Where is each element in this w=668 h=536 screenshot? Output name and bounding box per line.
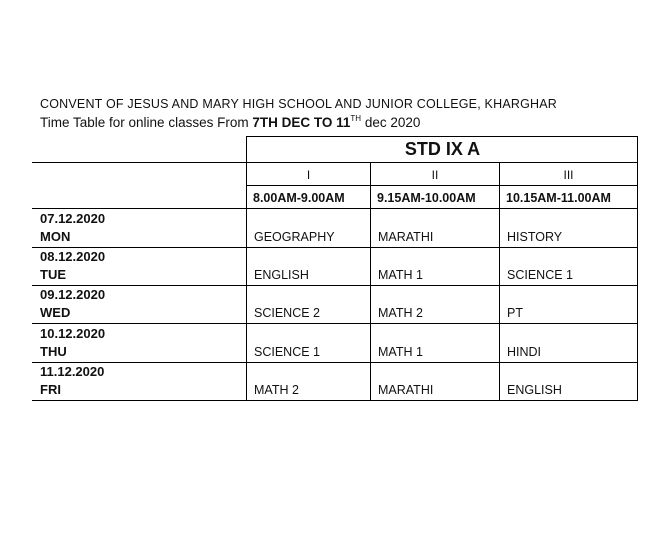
subtitle-superscript: TH <box>350 114 362 123</box>
timetable-subtitle <box>40 114 420 132</box>
subject-cell: SCIENCE 1 <box>507 268 573 282</box>
school-heading: CONVENT OF JESUS AND MARY HIGH SCHOOL AND JUNIOR COLLEGE, KHARGHAR <box>40 97 558 111</box>
grid-line <box>32 323 638 324</box>
subject-cell: ENGLISH <box>254 268 309 282</box>
subject-cell: ENGLISH <box>507 383 562 397</box>
subject-cell: HINDI <box>507 345 542 359</box>
row-date: 07.12.2020 <box>40 211 106 226</box>
grid-line <box>637 136 638 401</box>
period-label: I <box>306 168 311 182</box>
grid-line <box>370 162 371 401</box>
grid-line <box>32 247 638 248</box>
class-title: STD IX A <box>404 139 481 159</box>
subject-cell: MATH 1 <box>378 345 423 359</box>
subject-cell: HISTORY <box>507 230 563 244</box>
subject-cell: MATH 1 <box>378 268 423 282</box>
row-day: MON <box>40 229 71 244</box>
grid-line <box>32 285 638 286</box>
grid-line <box>246 136 638 137</box>
period-time: 9.15AM-10.00AM <box>377 191 476 205</box>
grid-line <box>32 362 638 363</box>
grid-line <box>32 208 638 209</box>
grid-line <box>32 400 638 401</box>
period-label: II <box>431 168 439 182</box>
row-date: 08.12.2020 <box>40 249 106 264</box>
subject-cell: GEOGRAPHY <box>254 230 335 244</box>
subject-cell: PT <box>507 306 523 320</box>
subject-cell: MARATHI <box>378 383 434 397</box>
period-time: 10.15AM-11.00AM <box>506 191 611 205</box>
row-date: 11.12.2020 <box>40 364 105 379</box>
row-day: WED <box>40 305 71 320</box>
row-day: THU <box>40 344 67 359</box>
subject-cell: MARATHI <box>378 230 434 244</box>
subtitle-prefix: Time Table for online classes From <box>40 115 253 130</box>
grid-line <box>499 162 500 401</box>
period-label: III <box>563 168 574 182</box>
row-date: 09.12.2020 <box>40 287 106 302</box>
subject-cell: SCIENCE 1 <box>254 345 320 359</box>
row-day: FRI <box>40 382 61 397</box>
subject-cell: SCIENCE 2 <box>254 306 320 320</box>
row-day: TUE <box>40 267 66 282</box>
subtitle-date-range: 7TH DEC TO 11 <box>252 115 351 130</box>
row-date: 10.12.2020 <box>40 326 106 341</box>
subject-cell: MATH 2 <box>378 306 423 320</box>
subtitle-suffix: dec 2020 <box>361 115 421 130</box>
subject-cell: MATH 2 <box>254 383 299 397</box>
grid-line <box>246 185 638 186</box>
grid-line <box>32 162 638 163</box>
period-time: 8.00AM-9.00AM <box>253 191 345 205</box>
